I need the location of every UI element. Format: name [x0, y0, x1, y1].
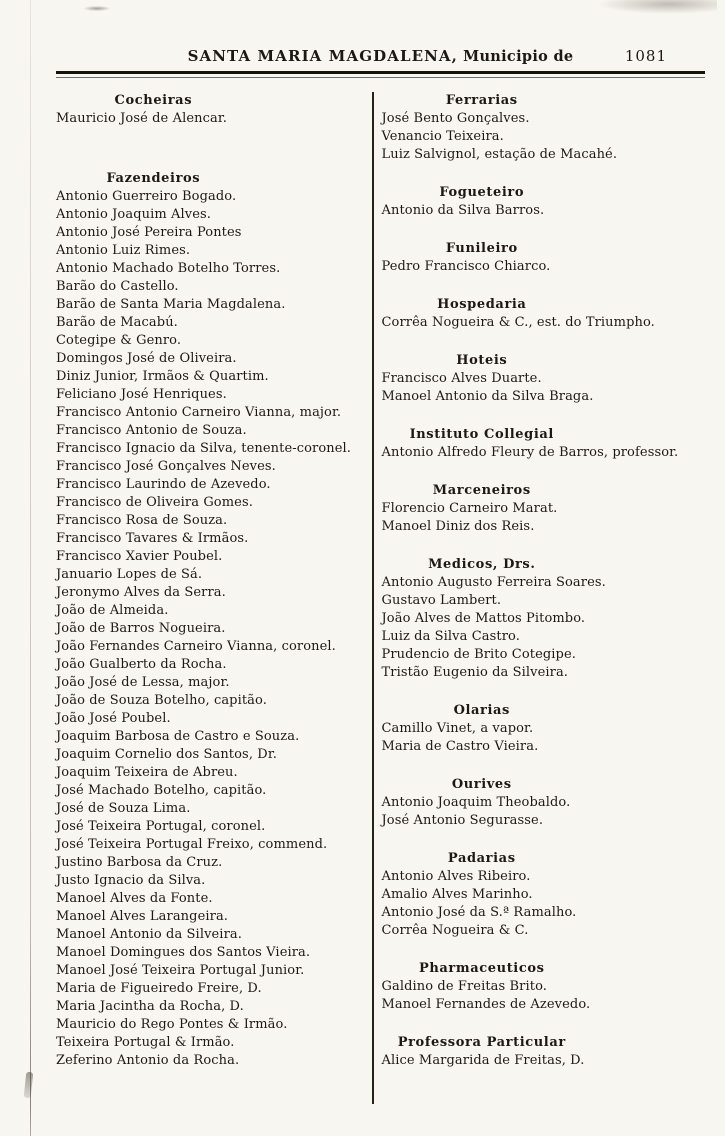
directory-entry: Justino Barbosa da Cruz.	[56, 855, 223, 870]
directory-entry: Antonio Augusto Ferreira Soares.	[381, 575, 606, 590]
section-heading: Fazendeiros	[106, 171, 201, 186]
section-heading: Professora Particular	[397, 1035, 566, 1050]
directory-section	[382, 960, 706, 1014]
section-heading: Funileiro	[445, 241, 518, 256]
directory-entry: Zeferino Antonio da Rocha.	[56, 1053, 240, 1068]
directory-entry: Francisco Tavares & Irmãos.	[56, 531, 249, 546]
directory-entry: João de Souza Botelho, capitão.	[56, 693, 267, 708]
directory-entry: Feliciano José Henriques.	[56, 387, 227, 402]
directory-entry: Francisco Antonio de Souza.	[56, 423, 247, 438]
directory-section	[382, 240, 706, 276]
directory-entry: João Gualberto da Rocha.	[56, 657, 227, 672]
directory-entry: Francisco Antonio Carneiro Vianna, major.	[56, 405, 342, 420]
directory-entry: Amalio Alves Marinho.	[381, 887, 533, 902]
directory-entry: João José de Lessa, major.	[56, 675, 230, 690]
directory-entry: Prudencio de Brito Cotegipe.	[381, 647, 576, 662]
directory-entry: Maria de Figueiredo Freire, D.	[56, 981, 262, 996]
header-rule	[56, 71, 705, 78]
running-title: SANTA MARIA MAGDALENA,	[187, 47, 458, 65]
directory-section	[382, 92, 706, 164]
directory-entry: Maria Jacintha da Rocha, D.	[56, 999, 244, 1014]
directory-entry: Antonio Luiz Rimes.	[56, 243, 191, 258]
page-number: 1081	[624, 47, 667, 65]
directory-entry: Francisco Rosa de Souza.	[56, 513, 228, 528]
section-heading: Ferrarias	[445, 93, 518, 108]
directory-entry: Gustavo Lambert.	[381, 593, 502, 608]
directory-entry: Francisco Alves Duarte.	[381, 371, 542, 386]
directory-columns	[56, 92, 705, 1104]
directory-entry: Antonio José Pereira Pontes	[56, 225, 242, 240]
directory-entry: Justo Ignacio da Silva.	[56, 873, 206, 888]
directory-entry: Manoel Fernandes de Azevedo.	[381, 997, 591, 1012]
directory-entry: Manoel Diniz dos Reis.	[381, 519, 535, 534]
directory-section	[56, 170, 370, 1070]
directory-entry: Galdino de Freitas Brito.	[381, 979, 547, 994]
right-column	[374, 92, 706, 1104]
directory-entry: Corrêa Nogueira & C.	[381, 923, 529, 938]
section-heading: Cocheiras	[114, 93, 193, 108]
directory-section	[382, 1034, 706, 1070]
directory-entry: Manoel Antonio da Silva Braga.	[381, 389, 594, 404]
directory-entry: Antonio José da S.ª Ramalho.	[381, 905, 577, 920]
section-heading: Padarias	[447, 851, 516, 866]
scan-speck-artifact	[84, 6, 110, 11]
directory-entry: Joaquim Teixeira de Abreu.	[56, 765, 238, 780]
directory-entry: Januario Lopes de Sá.	[56, 567, 203, 582]
directory-section	[382, 556, 706, 682]
directory-entry: João de Barros Nogueira.	[56, 621, 226, 636]
directory-entry: Florencio Carneiro Marat.	[381, 501, 558, 516]
directory-entry: Mauricio do Rego Pontes & Irmão.	[56, 1017, 288, 1032]
directory-entry: Antonio Alves Ribeiro.	[381, 869, 531, 884]
directory-entry: Francisco José Gonçalves Neves.	[56, 459, 276, 474]
directory-entry: Francisco de Oliveira Gomes.	[56, 495, 253, 510]
directory-entry: Teixeira Portugal & Irmão.	[56, 1035, 235, 1050]
directory-entry: José de Souza Lima.	[56, 801, 191, 816]
section-heading: Medicos, Drs.	[428, 557, 536, 572]
directory-entry: Luiz Salvignol, estação de Macahé.	[381, 147, 618, 162]
directory-section	[382, 776, 706, 830]
directory-entry: Mauricio José de Alencar.	[56, 111, 227, 126]
section-heading: Olarias	[453, 703, 510, 718]
directory-entry: Antonio da Silva Barros.	[381, 203, 545, 218]
directory-entry: Manoel José Teixeira Portugal Junior.	[56, 963, 305, 978]
directory-entry: Antonio Guerreiro Bogado.	[56, 189, 237, 204]
directory-entry: José Machado Botelho, capitão.	[56, 783, 267, 798]
directory-entry: Venancio Teixeira.	[381, 129, 504, 144]
directory-entry: Manoel Antonio da Silveira.	[56, 927, 242, 942]
directory-section	[56, 92, 370, 128]
directory-section	[382, 184, 706, 220]
directory-entry: Francisco Laurindo de Azevedo.	[56, 477, 271, 492]
directory-entry: Luiz da Silva Castro.	[381, 629, 520, 644]
directory-entry: Pedro Francisco Chiarco.	[381, 259, 551, 274]
directory-entry: Alice Margarida de Freitas, D.	[381, 1053, 585, 1068]
directory-entry: José Teixeira Portugal, coronel.	[56, 819, 266, 834]
directory-entry: João José Poubel.	[56, 711, 171, 726]
section-heading: Hospedaria	[437, 297, 527, 312]
directory-entry: José Antonio Segurasse.	[381, 813, 544, 828]
directory-section	[382, 702, 706, 756]
directory-entry: Barão de Macabú.	[56, 315, 178, 330]
section-heading: Hoteis	[456, 353, 508, 368]
directory-entry: João de Almeida.	[56, 603, 169, 618]
directory-entry: Manoel Alves da Fonte.	[56, 891, 213, 906]
section-heading: Ourives	[451, 777, 512, 792]
directory-entry: Jeronymo Alves da Serra.	[56, 585, 226, 600]
section-heading: Instituto Collegial	[409, 427, 554, 442]
directory-entry: Diniz Junior, Irmãos & Quartim.	[56, 369, 269, 384]
directory-entry: Camillo Vinet, a vapor.	[381, 721, 534, 736]
directory-entry: Francisco Xavier Poubel.	[56, 549, 223, 564]
directory-entry: Tristão Eugenio da Silveira.	[381, 665, 569, 680]
directory-entry: Antonio Joaquim Alves.	[56, 207, 211, 222]
running-header	[56, 46, 705, 66]
page-header	[56, 46, 705, 78]
directory-entry: Antonio Joaquim Theobaldo.	[381, 795, 571, 810]
directory-section	[382, 482, 706, 536]
directory-section	[382, 426, 706, 462]
directory-entry: Domingos José de Oliveira.	[56, 351, 237, 366]
section-heading: Fogueteiro	[439, 185, 525, 200]
directory-entry: José Bento Gonçalves.	[381, 111, 530, 126]
directory-entry: Joaquim Cornelio dos Santos, Dr.	[56, 747, 277, 762]
running-title-suffix: Municipio de	[463, 48, 574, 65]
section-heading: Marceneiros	[432, 483, 531, 498]
directory-section	[382, 296, 706, 332]
directory-entry: Antonio Machado Botelho Torres.	[56, 261, 281, 276]
directory-entry: João Alves de Mattos Pitombo.	[381, 611, 586, 626]
directory-entry: João Fernandes Carneiro Vianna, coronel.	[56, 639, 336, 654]
directory-entry: Corrêa Nogueira & C., est. do Triumpho.	[381, 315, 655, 330]
directory-entry: Maria de Castro Vieira.	[381, 739, 539, 754]
directory-entry: José Teixeira Portugal Freixo, commend.	[56, 837, 328, 852]
scan-smudge-artifact	[597, 0, 717, 14]
directory-entry: Joaquim Barbosa de Castro e Souza.	[56, 729, 300, 744]
directory-entry: Manoel Domingues dos Santos Vieira.	[56, 945, 311, 960]
scan-edge-artifact	[30, 0, 31, 1136]
directory-entry: Barão do Castello.	[56, 279, 179, 294]
directory-entry: Barão de Santa Maria Magdalena.	[56, 297, 286, 312]
directory-entry: Cotegipe & Genro.	[56, 333, 182, 348]
directory-entry: Manoel Alves Larangeira.	[56, 909, 229, 924]
scan-mark-artifact	[24, 1072, 34, 1099]
directory-entry: Antonio Alfredo Fleury de Barros, professor.	[381, 445, 679, 460]
section-heading: Pharmaceuticos	[418, 961, 545, 976]
directory-entry: Francisco Ignacio da Silva, tenente-coronel.	[56, 441, 352, 456]
left-column	[56, 92, 372, 1104]
directory-section	[382, 352, 706, 406]
directory-section	[382, 850, 706, 940]
